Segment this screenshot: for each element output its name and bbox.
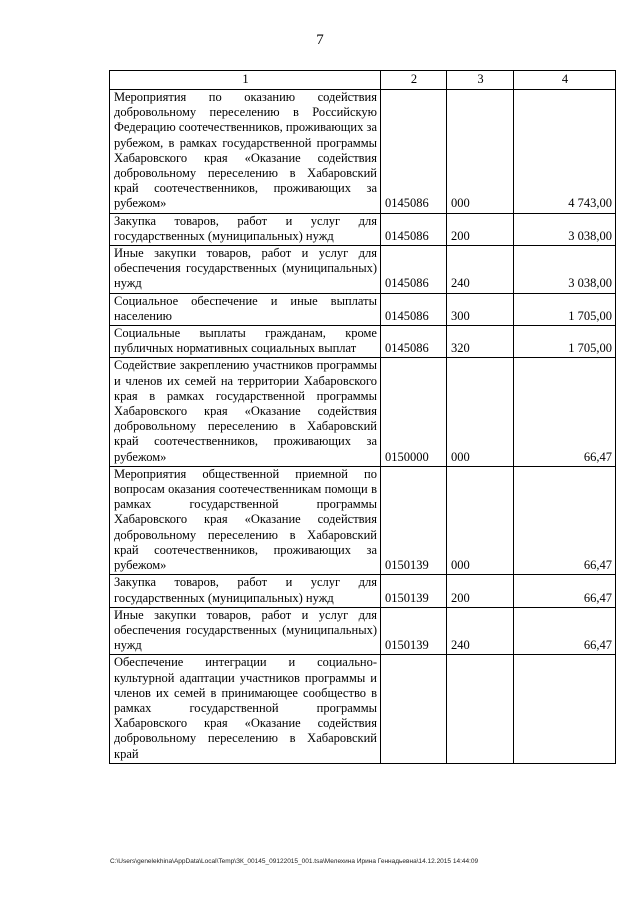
row-sum-cell: 66,47	[514, 575, 616, 607]
row-code-cell	[381, 655, 447, 763]
row-kind-cell: 000	[447, 90, 514, 214]
table-row	[110, 90, 616, 214]
table-row	[110, 246, 616, 294]
row-code-cell: 0145086	[381, 90, 447, 214]
row-kind-cell: 300	[447, 293, 514, 325]
row-kind-cell: 200	[447, 575, 514, 607]
file-path-footer: C:\Users\genelekhina\AppData\Local\Temp\ЗК_00145_09122015_001.tsa\Мелехина Ирина Геннадьевна\14.12.2015 14:44:09	[110, 858, 479, 865]
row-name-cell: Обеспечение интеграции и социально-культурной адаптации участников программы и членов их семей в принимающее сообщество в рамках государственной программы Хабаровского края «Оказание содействия добровольному переселению в Хабаровский край	[110, 655, 381, 763]
table-row	[110, 466, 616, 574]
page-number: 7	[316, 32, 324, 48]
row-sum-cell: 66,47	[514, 466, 616, 574]
table-row	[110, 607, 616, 655]
row-name-cell: Содействие закреплению участников программы и членов их семей на территории Хабаровского края в рамках государственной программы Хабаровского края «Оказание содействия добровольному переселению в Хабаровский край соотечественников, проживающих за рубежом»	[110, 358, 381, 466]
row-sum-cell: 1 705,00	[514, 293, 616, 325]
row-name-cell: Иные закупки товаров, работ и услуг для обеспечения государственных (муниципальных) нужд	[110, 246, 381, 294]
header-cell-kind: 3	[447, 71, 514, 90]
table-row	[110, 213, 616, 245]
row-kind-cell: 240	[447, 607, 514, 655]
row-name-cell: Закупка товаров, работ и услуг для государственных (муниципальных) нужд	[110, 575, 381, 607]
header-cell-name: 1	[110, 71, 381, 90]
table-row	[110, 655, 616, 763]
row-code-cell: 0145086	[381, 326, 447, 358]
row-kind-cell	[447, 655, 514, 763]
header-cell-code: 2	[381, 71, 447, 90]
table-row	[110, 326, 616, 358]
row-code-cell: 0150139	[381, 575, 447, 607]
row-code-cell: 0145086	[381, 246, 447, 294]
header-cell-sum: 4	[514, 71, 616, 90]
row-sum-cell: 4 743,00	[514, 90, 616, 214]
row-code-cell: 0145086	[381, 213, 447, 245]
table-row	[110, 575, 616, 607]
table-header-row	[110, 71, 616, 90]
row-sum-cell: 1 705,00	[514, 326, 616, 358]
row-name-cell: Иные закупки товаров, работ и услуг для обеспечения государственных (муниципальных) нужд	[110, 607, 381, 655]
row-code-cell: 0150139	[381, 607, 447, 655]
row-code-cell: 0150139	[381, 466, 447, 574]
row-name-cell: Социальные выплаты гражданам, кроме публичных нормативных социальных выплат	[110, 326, 381, 358]
row-name-cell: Мероприятия по оказанию содействия добровольному переселению в Российскую Федерацию соотечественников, проживающих за рубежом, в рамках государственной программы Хабаровского края «Оказание содействия добровольному переселению в Хабаровский край соотечественников, проживающих за рубежом»	[110, 90, 381, 214]
row-sum-cell	[514, 655, 616, 763]
table-row	[110, 293, 616, 325]
row-code-cell: 0145086	[381, 293, 447, 325]
row-kind-cell: 000	[447, 358, 514, 466]
row-name-cell: Социальное обеспечение и иные выплаты населению	[110, 293, 381, 325]
row-name-cell: Закупка товаров, работ и услуг для государственных (муниципальных) нужд	[110, 213, 381, 245]
row-sum-cell: 3 038,00	[514, 213, 616, 245]
row-code-cell: 0150000	[381, 358, 447, 466]
row-kind-cell: 240	[447, 246, 514, 294]
row-sum-cell: 3 038,00	[514, 246, 616, 294]
row-sum-cell: 66,47	[514, 358, 616, 466]
row-sum-cell: 66,47	[514, 607, 616, 655]
row-kind-cell: 320	[447, 326, 514, 358]
budget-table	[109, 70, 616, 764]
row-name-cell: Мероприятия общественной приемной по вопросам оказания соотечественникам помощи в рамках государственной программы Хабаровского края «Оказание содействия добровольному переселению в Хабаровский край соотечественников, проживающих за рубежом»	[110, 466, 381, 574]
row-kind-cell: 000	[447, 466, 514, 574]
row-kind-cell: 200	[447, 213, 514, 245]
table-row	[110, 358, 616, 466]
